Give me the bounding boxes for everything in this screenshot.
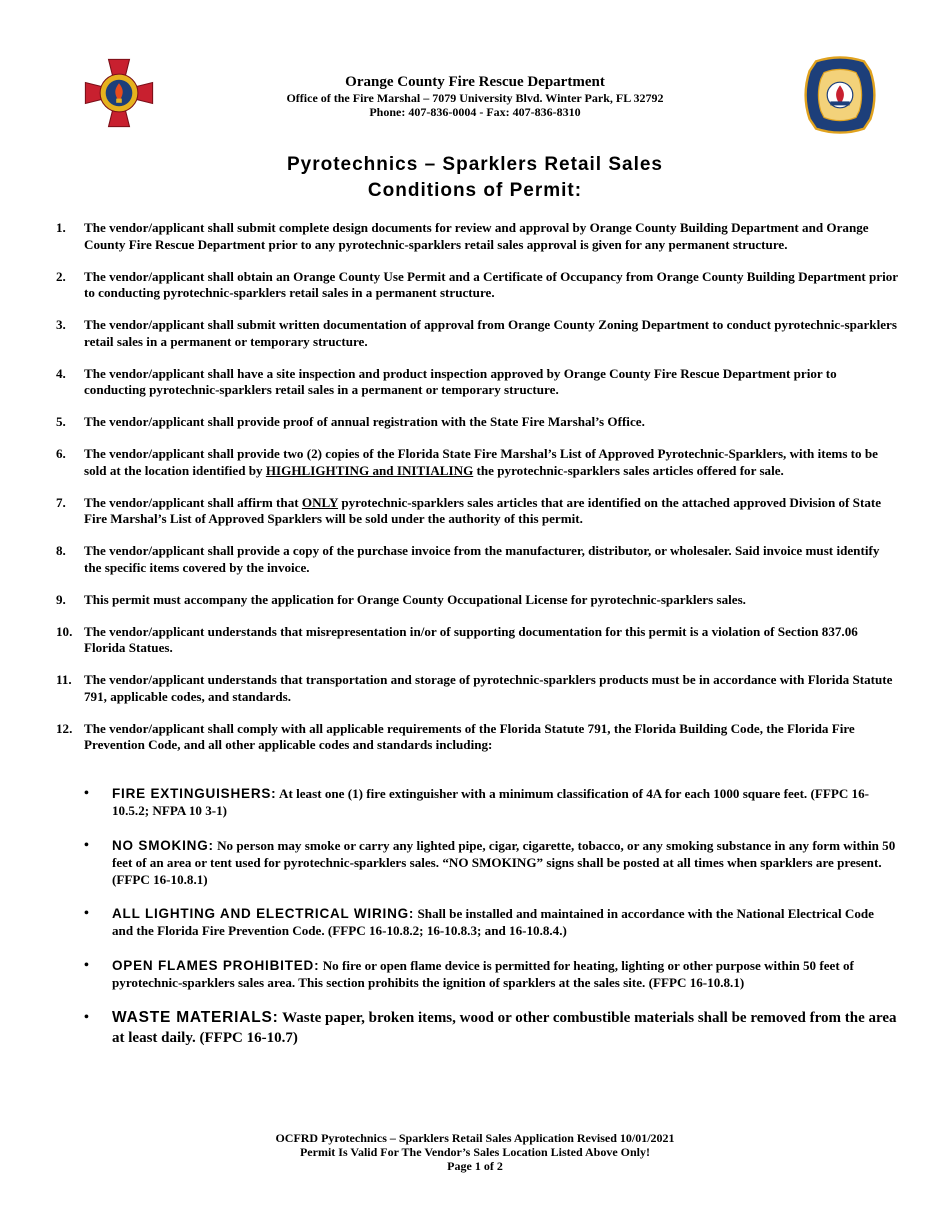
condition-item [56,414,898,431]
letterhead [200,74,750,119]
title-line-1: Pyrotechnics – Sparklers Retail Sales [286,154,663,175]
condition-number: 6. [56,446,66,461]
requirement-body: No fire or open flame device is permitted for heating, lighting or other purpose within 50 feet of pyrotechnic-sparklers sales area. This section prohibits the ignition of sparklers at the sales site. (FFPC 16-10.8.1) [112,957,854,990]
condition-text: The vendor/applicant understands that misrepresentation in/or of supporting documentation for this permit is a violation of Section 837.06 Florida Statues. [84,623,858,655]
condition-item [56,721,898,754]
contact-phone-fax: Phone: 407-836-0004 - Fax: 407-836-8310 [369,105,581,119]
requirement-item-open-flames [84,957,898,991]
condition-number: 10. [56,623,73,639]
requirement-label: WASTE MATERIALS: [112,1009,279,1026]
requirement-body: At least one (1) fire extinguisher with a minimum classification of 4A for each 1000 square feet. (FFPC 16-10.5.2; NFPA 10 3-1) [112,786,870,818]
requirement-body: Waste paper, broken items, wood or other combustible materials shall be removed from the area at least daily. (FFPC 16-10.7) [112,1010,897,1046]
requirement-item-lighting-wiring [84,905,898,939]
condition-item [56,269,898,302]
condition-item [56,624,898,657]
requirement-body: Shall be installed and maintained in accordance with the National Electrical Code and the Florida Fire Prevention Code. (FFPC 16-10.8.2; 16-10.8.3; and 16-10.8.4.) [112,906,874,938]
orange-county-patch-icon [800,55,880,135]
page-title [0,152,950,204]
condition-number: 7. [56,494,66,510]
condition-item [56,592,898,609]
requirement-body: No person may smoke or carry any lighted pipe, cigar, cigarette, tobacco, or any smoking substance in any form within 50 feet of an area or tent used for pyrotechnic-sparklers sales. “NO SMOKING” signs shall be posted at all times when sparklers are present. (FFPC 16-10.8.1) [112,837,896,887]
condition-text: The vendor/applicant shall provide proof of annual registration with the State Fire Marshal’s Office. [84,414,645,429]
condition-text [84,446,898,479]
bullet-icon: • [84,837,89,853]
requirement-label: FIRE EXTINGUISHERS: [112,786,277,801]
requirement-item-no-smoking [84,837,898,888]
condition-number: 3. [56,317,66,332]
condition-text-end: the pyrotechnic-sparklers sales articles offered for sale. [473,462,784,478]
condition-text: The vendor/applicant shall submit written documentation of approval from Orange County Zoning Department to conduct pyrotechnic-sparklers retail sales in a permanent or temporary structure. [84,317,897,349]
bullet-icon: • [84,786,89,801]
condition-text: The vendor/applicant shall submit complete design documents for review and approval by Orange County Building Department and Orange County Fire Rescue Department prior to any pyrotechnic-sparklers retail sales approval is given for any permanent structure. [84,220,869,252]
bullet-icon: • [84,1010,89,1025]
requirements-list [84,785,898,1066]
condition-text: The vendor/applicant understands that transportation and storage of pyrotechnic-sparklers products must be in accordance with Florida Statute 791, applicable codes, and standards. [84,672,893,704]
condition-text: The vendor/applicant shall comply with all applicable requirements of the Florida Statute 791, the Florida Building Code, the Florida Fire Prevention Code, and all other applicable codes and standards including: [84,720,855,752]
requirement-text [112,837,898,888]
condition-text-start: The vendor/applicant shall provide two (2) copies of the Florida State Fire Marshal’s List of Approved Pyrotechnic-Sparklers, with items to be sold at the location identified by [84,446,878,478]
condition-item [56,446,898,479]
title-line-2: Conditions of Permit: [367,180,583,201]
condition-number: 9. [56,591,66,607]
condition-number: 4. [56,365,66,381]
condition-item [56,543,898,576]
requirement-text [112,1008,898,1048]
requirement-text [112,905,898,939]
condition-text [84,495,898,528]
condition-number: 5. [56,414,66,429]
condition-item [56,317,898,350]
page-number: Page 1 of 2 [447,1159,503,1173]
footer-revision: OCFRD Pyrotechnics – Sparklers Retail Sales Application Revised 10/01/2021 [275,1131,675,1145]
office-address: Office of the Fire Marshal – 7079 University Blvd. Winter Park, FL 32792 [286,91,664,105]
requirement-label: OPEN FLAMES PROHIBITED: [112,957,320,973]
condition-number: 12. [56,720,73,736]
requirement-item-waste-materials [84,1008,898,1048]
requirement-text [112,957,898,991]
underlined-emphasis: ONLY [301,494,339,510]
page-footer [0,1131,950,1173]
department-name: Orange County Fire Rescue Department [345,74,605,90]
condition-text-end: pyrotechnic-sparklers sales articles that are identified on the attached approved Division of State Fire Marshal’s List of Approved Sparklers will be sold under the authority of this permit. [84,494,882,526]
bullet-icon: • [84,906,89,921]
condition-text: This permit must accompany the application for Orange County Occupational License for pyrotechnic-sparklers sales. [84,591,746,607]
fire-rescue-badge-icon [84,58,154,128]
bullet-icon: • [84,957,89,973]
condition-text: The vendor/applicant shall obtain an Orange County Use Permit and a Certificate of Occupancy from Orange County Building Department prior to conducting pyrotechnic-sparklers retail sales in a permanent structure. [84,268,898,300]
underlined-emphasis: HIGHLIGHTING and INITIALING [265,462,474,478]
condition-text-start: The vendor/applicant shall affirm that [84,494,302,510]
condition-number: 11. [56,672,72,687]
requirement-label: NO SMOKING: [112,837,214,853]
condition-text: The vendor/applicant shall have a site inspection and product inspection approved by Orange County Fire Rescue Department prior to conducting pyrotechnic-sparklers retail sales in a permanent or temporary structure. [84,365,837,397]
condition-item [56,366,898,399]
conditions-list [56,220,898,769]
condition-text: The vendor/applicant shall provide a copy of the purchase invoice from the manufacturer, distributor, or wholesaler. Said invoice must identify the specific items covered by the invoice. [84,543,880,575]
condition-number: 8. [56,543,66,558]
condition-number: 1. [56,220,66,235]
requirement-text [112,785,898,819]
condition-number: 2. [56,268,66,284]
requirement-label: ALL LIGHTING AND ELECTRICAL WIRING: [112,906,415,921]
condition-item [56,220,898,253]
requirement-item-fire-extinguishers [84,785,898,819]
footer-validity-note: Permit Is Valid For The Vendor’s Sales Location Listed Above Only! [299,1145,651,1159]
condition-item [56,672,898,705]
condition-item [56,495,898,528]
